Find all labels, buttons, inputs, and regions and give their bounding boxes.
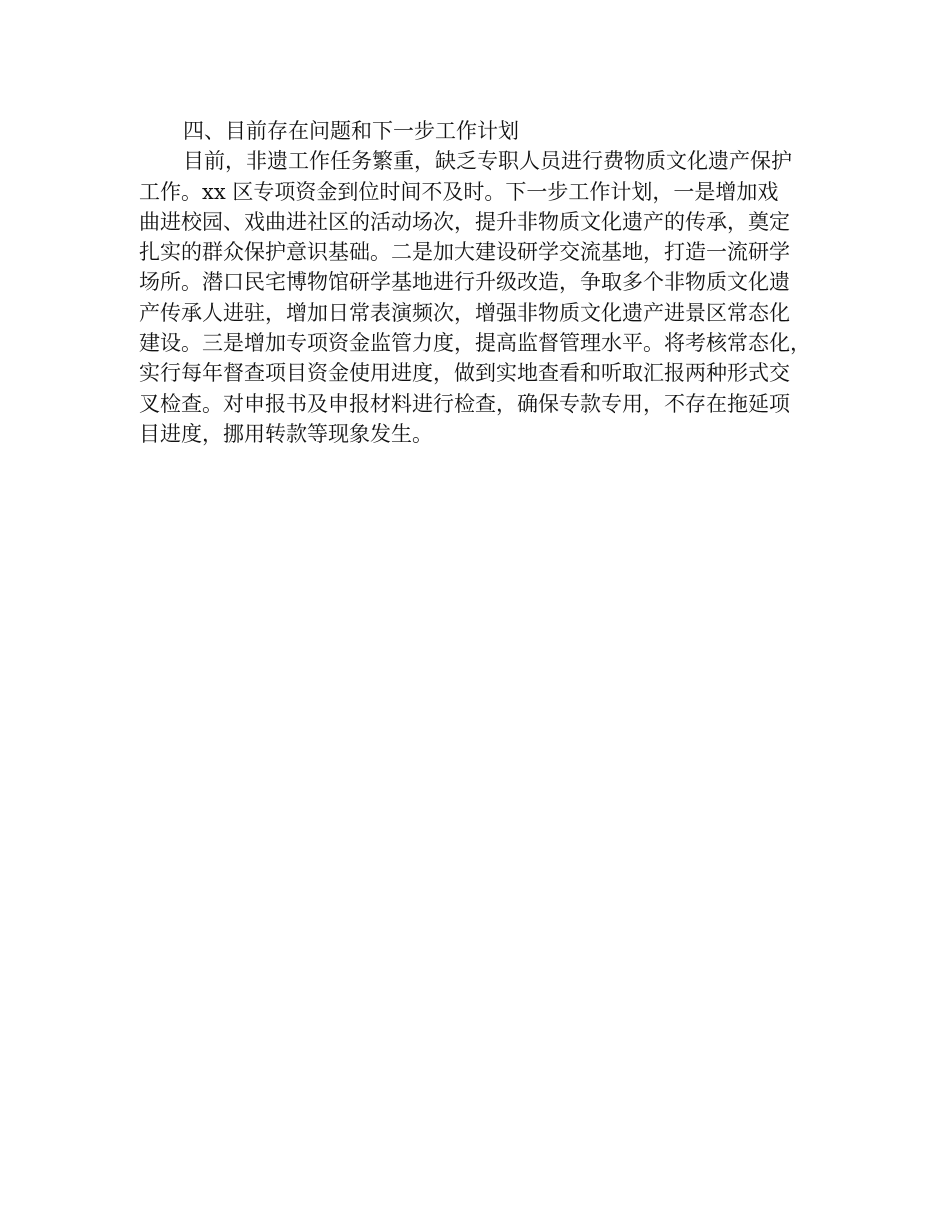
paragraph-line: 建设。三是增加专项资金监管力度，提高监督管理水平。将考核常态化，: [139, 331, 811, 356]
paragraph-line: 曲进校园、戏曲进社区的活动场次，提升非物质文化遗产的传承，奠定: [139, 209, 790, 234]
document-body: [139, 116, 824, 449]
section-heading: 四、目前存在问题和下一步工作计划: [183, 119, 519, 143]
paragraph-line: 叉检查。对申报书及申报材料进行检查，确保专款专用，不存在拖延项: [139, 391, 790, 416]
paragraph-line: 产传承人进驻，增加日常表演频次，增强非物质文化遗产进景区常态化: [139, 300, 790, 325]
paragraph-line: 扎实的群众保护意识基础。二是加大建设研学交流基地，打造一流研学: [139, 240, 790, 265]
paragraph-line: 场所。潜口民宅博物馆研学基地进行升级改造，争取多个非物质文化遗: [139, 270, 790, 295]
paragraph-line: 目前，非遗工作任务繁重，缺乏专职人员进行费物质文化遗产保护: [183, 149, 792, 174]
paragraph-line: 实行每年督查项目资金使用进度，做到实地查看和听取汇报两种形式交: [139, 361, 790, 386]
paragraph-line: 目进度，挪用转款等现象发生。: [139, 421, 433, 446]
paragraph-line: 工作。xx 区专项资金到位时间不及时。下一步工作计划，一是增加戏: [139, 179, 779, 204]
